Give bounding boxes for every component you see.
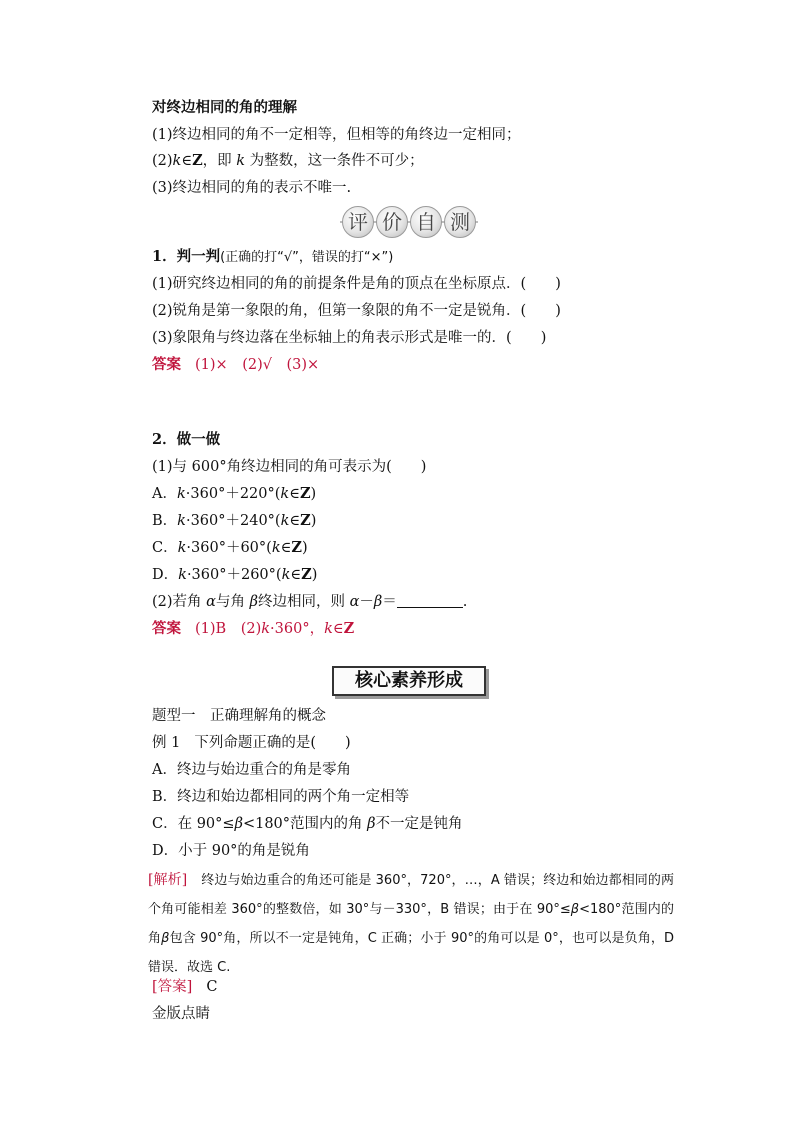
text-run: . xyxy=(462,594,468,610)
option-d xyxy=(152,565,317,585)
var-beta: β xyxy=(373,594,383,610)
option-a xyxy=(152,484,316,504)
var-beta: β xyxy=(234,816,243,832)
set-z: Z xyxy=(192,152,203,169)
example-option-c xyxy=(152,814,463,834)
var-k: k xyxy=(281,567,291,583)
answer-label: 答案 xyxy=(152,620,181,637)
badge-char: 自 xyxy=(416,210,436,234)
text-run: <180°范围内的角 xyxy=(242,816,368,832)
judge-answer xyxy=(152,355,319,375)
text-run: ) xyxy=(310,513,317,529)
judge-question-1: (1)研究终边相同的角的前提条件是角的顶点在坐标原点．( ) xyxy=(152,276,561,292)
example-question-text: 下列命题正确的是( ) xyxy=(194,735,351,751)
final-answer-value: C xyxy=(206,979,218,995)
option-value: 360°＋260°( xyxy=(191,567,282,583)
analysis-paragraph xyxy=(148,866,674,982)
set-z: Z xyxy=(291,539,302,556)
text-run: 不一定是钝角 xyxy=(375,816,463,832)
judge-question-3: (3)象限角与终边落在坐标轴上的角表示形式是唯一的．( ) xyxy=(152,330,547,346)
text-run: ) xyxy=(311,567,318,583)
tip-title: 金版点睛 xyxy=(152,1006,210,1022)
practice-answer xyxy=(152,619,354,639)
var-k: k xyxy=(271,540,281,556)
set-z: Z xyxy=(301,566,312,583)
text-run: ＝ xyxy=(382,594,397,610)
var-k: k xyxy=(324,621,333,637)
option-letter: B． xyxy=(152,513,178,529)
var-beta: β xyxy=(249,594,258,610)
badge-char: 评 xyxy=(348,210,368,234)
text-run: ∈ xyxy=(290,567,302,583)
option-b xyxy=(152,511,316,531)
var-k: k xyxy=(261,621,271,637)
answer-text: (1)× (2)√ (3)× xyxy=(195,357,320,373)
self-assessment-badge xyxy=(340,202,478,242)
understanding-point-3: (3)终边相同的角的表示不唯一. xyxy=(152,180,352,196)
var-alpha: α xyxy=(349,594,360,610)
judge-heading: 1．判一判 xyxy=(152,248,221,265)
option-value: 360°＋220°( xyxy=(190,486,281,502)
var-beta: β xyxy=(367,816,376,832)
option-value: 360°＋60°( xyxy=(191,540,272,556)
var-beta: β xyxy=(161,931,170,946)
text-run: ) xyxy=(310,486,317,502)
text-run: ∈ xyxy=(280,540,292,556)
practice-question-1: (1)与 600°角终边相同的角可表示为( ) xyxy=(152,459,427,475)
analysis-text: 包含 90°角，所以不一定是钝角，C 正确；小于 90°的角可以是 0°，也可以是负角，D 错误．故选 C. xyxy=(148,931,674,975)
var-k: k xyxy=(280,513,290,529)
badge-char: 价 xyxy=(382,210,402,234)
final-answer xyxy=(152,977,217,997)
text-run: ) xyxy=(301,540,308,556)
text-run: · xyxy=(185,486,191,502)
option-letter: D． xyxy=(152,567,179,583)
analysis-text: 终边与始边重合的角还可能是 360°，720°，…，A 错误；终边和始边都相同的两个角可能相差 360°的整数倍，如 30°与－330°，B 错误；由于在 90°≤ xyxy=(148,873,674,917)
judge-heading-line xyxy=(152,247,393,268)
text-run: · xyxy=(186,540,192,556)
set-z: Z xyxy=(300,512,311,529)
analysis-text: <180°范围内的角 xyxy=(148,902,674,946)
practice-question-2 xyxy=(152,592,467,612)
text-run: C．在 90°≤ xyxy=(152,816,235,832)
judge-question-2: (2)锐角是第一象限的角，但第一象限的角不一定是锐角．( ) xyxy=(152,303,561,319)
text-run: ，即 xyxy=(202,153,237,169)
practice-heading: 2．做一做 xyxy=(152,431,221,448)
text-run: (2) xyxy=(152,153,173,169)
var-k: k xyxy=(177,540,187,556)
analysis-label: [解析] xyxy=(148,872,188,888)
answer-text: 360°， xyxy=(274,621,325,637)
example-label: 例 1 xyxy=(152,735,181,751)
var-alpha: α xyxy=(206,594,216,610)
text-run: (2)若角 xyxy=(152,594,207,610)
text-run: ∈ xyxy=(332,621,344,637)
var-k: k xyxy=(176,486,186,502)
var-k: k xyxy=(177,513,186,529)
text-run: · xyxy=(186,567,192,583)
text-run: － xyxy=(359,594,374,610)
text-run: ∈ xyxy=(289,513,301,529)
option-letter: A． xyxy=(152,486,177,502)
var-k: k xyxy=(178,567,187,583)
text-run: · xyxy=(270,621,275,637)
option-letter: C． xyxy=(152,540,178,556)
var-beta: β xyxy=(570,902,580,917)
type-one-title: 题型一 正确理解角的概念 xyxy=(152,708,326,724)
example-question xyxy=(152,733,351,753)
text-run: 与角 xyxy=(215,594,250,610)
core-literacy-heading: 核心素养形成 xyxy=(332,666,486,696)
answer-text: (1)B (2) xyxy=(195,621,262,637)
text-run: 终边相同，则 xyxy=(257,594,350,610)
judge-note: (正确的打“√”，错误的打“×”) xyxy=(220,250,394,265)
example-option-a: A．终边与始边重合的角是零角 xyxy=(152,762,351,778)
option-value: 360°＋240°( xyxy=(190,513,281,529)
text-run: 为整数，这一条件不可少； xyxy=(245,153,424,169)
badge-char: 测 xyxy=(450,210,470,234)
example-option-d: D．小于 90°的角是锐角 xyxy=(152,843,310,859)
set-z: Z xyxy=(299,485,311,502)
example-option-b: B．终边和始边都相同的两个角一定相等 xyxy=(152,789,410,805)
option-c xyxy=(152,538,308,558)
answer-label: 答案 xyxy=(152,356,181,373)
understanding-point-1: (1)终边相同的角不一定相等，但相等的角终边一定相同； xyxy=(152,127,521,143)
understanding-point-2 xyxy=(152,151,424,171)
var-k: k xyxy=(172,153,182,169)
var-k: k xyxy=(280,486,290,502)
set-z: Z xyxy=(343,620,355,637)
fill-in-blank xyxy=(397,593,463,608)
text-run: ∈ xyxy=(181,153,193,169)
final-answer-label: [答案] xyxy=(152,979,193,995)
understanding-title: 对终边相同的角的理解 xyxy=(152,99,297,116)
var-k: k xyxy=(236,153,246,169)
text-run: · xyxy=(185,513,191,529)
text-run: ∈ xyxy=(289,486,300,502)
